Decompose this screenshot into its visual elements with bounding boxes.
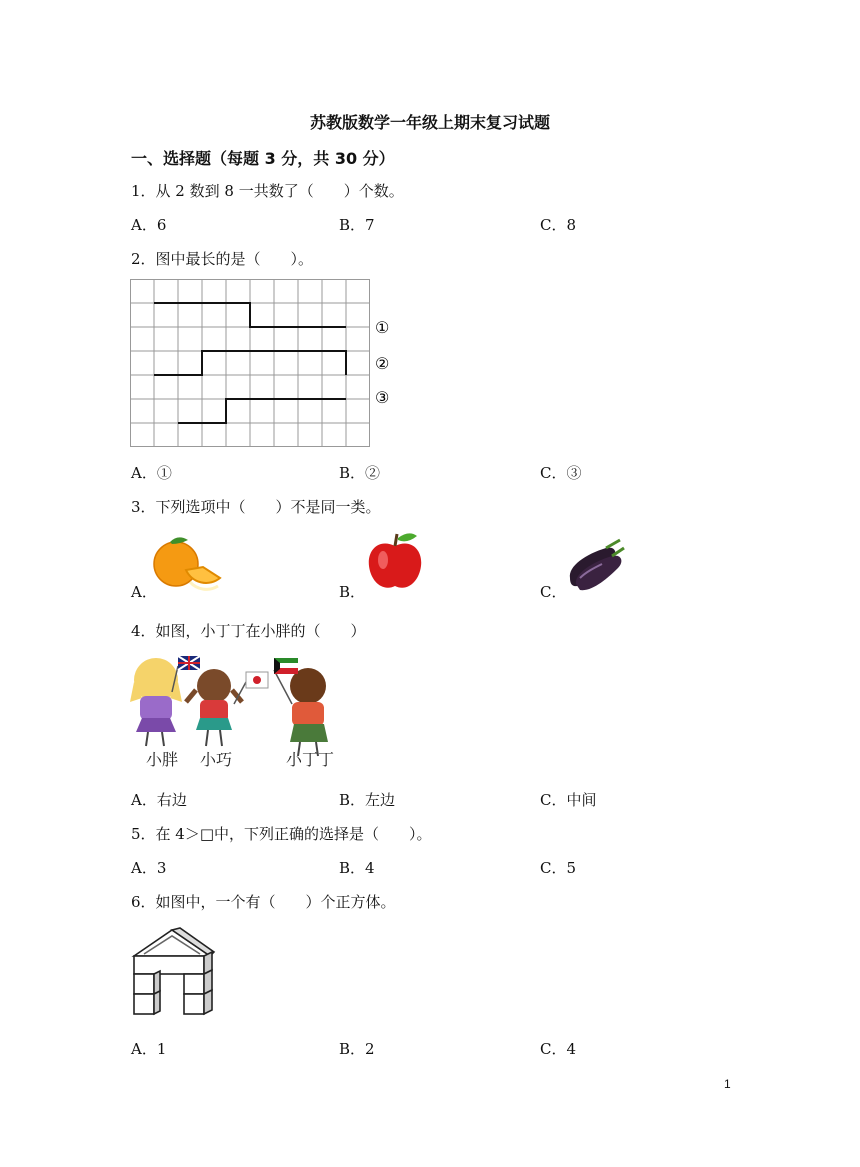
label-xiaoqiao: 小巧 [200, 750, 233, 769]
line-3 [178, 399, 346, 423]
q2-option-b[interactable]: B．② [339, 464, 381, 482]
children-labels [128, 745, 368, 775]
q4-option-c[interactable]: C．中间 [540, 791, 597, 809]
q4-option-b[interactable]: B．左边 [339, 791, 396, 809]
line-1 [154, 303, 346, 327]
page-title: 苏教版数学一年级上期末复习试题 [309, 113, 550, 132]
section-heading: 一、选择题（每题 3 分，共 30 分） [131, 149, 395, 168]
q4-option-a[interactable]: A．右边 [131, 791, 187, 809]
eggplant-image [566, 538, 626, 590]
q3-option-b[interactable]: B． [339, 583, 366, 601]
question-3: 3．下列选项中（ ）不是同一类。 [131, 498, 381, 516]
q6-option-b[interactable]: B．2 [339, 1040, 375, 1058]
q5-option-b[interactable]: B．4 [339, 859, 375, 877]
q1-option-c[interactable]: C．8 [540, 216, 577, 234]
marker-2: ② [375, 354, 390, 373]
q6-option-a[interactable]: A．1 [131, 1040, 167, 1058]
q2-option-c[interactable]: C．③ [540, 464, 582, 482]
question-1: 1．从 2 数到 8 一共数了（ ）个数。 [131, 182, 404, 200]
q3-option-a[interactable]: A． [131, 583, 157, 601]
orange-image [150, 534, 225, 594]
blocks-figure [130, 926, 215, 1018]
q2-option-a[interactable]: A．① [131, 464, 172, 482]
q1-option-a[interactable]: A．6 [131, 216, 167, 234]
label-xiaopang: 小胖 [146, 750, 179, 769]
question-5: 5．在 4＞□中，下列正确的选择是（ ）。 [131, 825, 432, 843]
question-4: 4．如图，小丁丁在小胖的（ ） [131, 622, 366, 640]
marker-3: ③ [375, 388, 390, 407]
question-6: 6．如图中，一个有（ ）个正方体。 [131, 893, 396, 911]
question-2: 2．图中最长的是（ ）。 [131, 250, 314, 268]
q6-option-c[interactable]: C．4 [540, 1040, 577, 1058]
apple-image [365, 530, 425, 592]
page-number: 1 [724, 1077, 731, 1091]
label-xiaodingding: 小丁丁 [286, 750, 335, 769]
marker-1: ① [375, 318, 390, 337]
q1-option-b[interactable]: B．7 [339, 216, 375, 234]
grid-figure [130, 279, 390, 449]
q3-option-c[interactable]: C． [540, 583, 567, 601]
q5-option-a[interactable]: A．3 [131, 859, 167, 877]
q5-option-c[interactable]: C．5 [540, 859, 577, 877]
